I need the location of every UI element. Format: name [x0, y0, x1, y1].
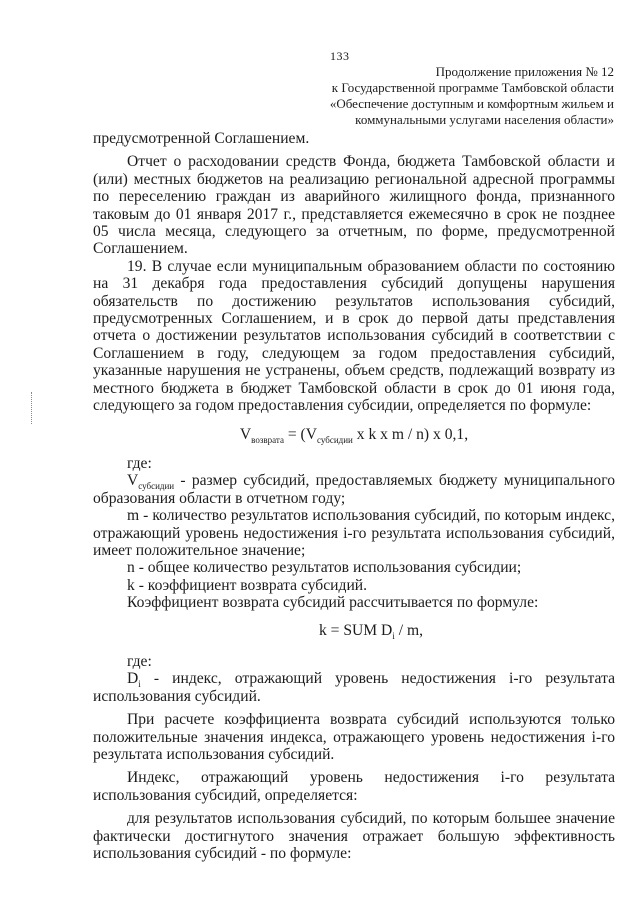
paragraph-index: Индекс, отражающий уровень недостижения i-го результата использования субсидий, определяется: — [93, 769, 615, 804]
definition-k: k - коэффициент возврата субсидий. — [127, 576, 368, 594]
paragraph-clause-19: 19. В случае если муниципальным образованием области по состоянию на 31 декабря года предоставления субсидий допущены нарушения обязательств по достижению результатов использования субсидий, предусмотренных Соглашением, и в срок до первой даты представления отчета о достижении результатов использования субсидий в соответствии с Соглашением в году, следующем за годом предоставления субсидий, указанные нарушения не устранены, объем средств, подлежащий возврату из местного бюджета в бюджет Тамбовской области в срок до 01 июня года, следующего за годом предоставления субсидии, определяется по формуле: — [93, 257, 615, 415]
appendix-header-line-3: «Обеспечение доступным и комфортным жильем и — [329, 96, 614, 111]
definition-v-subsidy: $V_{субсидии}$ - размер субсидий, предоставляемых бюджету муниципального образования области в отчетном году; — [93, 472, 615, 507]
paragraph-continuation: предусмотренной Соглашением. — [93, 130, 310, 147]
definition-m: m - количество результатов использования субсидий, по которым индекс, отражающий уровень недостижения i-го результата использования субсидий, имеет положительное значение; — [93, 507, 615, 559]
where-label-2: где: — [127, 652, 152, 670]
coefficient-intro: Коэффициент возврата субсидий рассчитывается по формуле: — [127, 594, 539, 612]
definition-d: $D_i$ - индекс, отражающий уровень недостижения i-го результата использования субсидий. — [93, 670, 615, 705]
document-body — [93, 130, 615, 862]
appendix-header-line-1: Продолжение приложения № 12 — [435, 64, 614, 79]
where-label-1: где: — [127, 454, 152, 472]
formula-coefficient: k = SUM $D_i$ / m, — [318, 621, 424, 641]
paragraph-calculation: При расчете коэффициента возврата субсидий используются только положительные значения индекса, отражающего уровень недостижения i-го результата использования субсидий. — [93, 711, 615, 763]
paragraph-results: для результатов использования субсидий, по которым большее значение фактически достигнутого значения отражает большую эффективность использования субсидий - по формуле: — [93, 810, 615, 863]
definition-n: n - общее количество результатов использования субсидии; — [127, 559, 522, 577]
appendix-header-line-2: к Государственной программе Тамбовской области — [331, 80, 614, 95]
page-number: 133 — [330, 49, 350, 63]
appendix-header-line-4: коммунальными услугами населения области» — [355, 112, 614, 127]
appendix-header — [330, 64, 614, 128]
formula-return-volume: $V_{возврата} = (V_{субсидии}$ x k x m / n) x 0,1, — [239, 425, 469, 445]
paragraph-report: Отчет о расходовании средств Фонда, бюджета Тамбовской области и (или) местных бюджетов на реализацию региональной адресной программы по переселению граждан из аварийного жилищного фонда, признанного таковым до 01 января 2017 г., представляется ежемесячно в срок не позднее 05 числа месяца, следующего за отчетным, по форме, предусмотренной Соглашением. — [93, 153, 615, 258]
margin-mark — [31, 392, 34, 424]
